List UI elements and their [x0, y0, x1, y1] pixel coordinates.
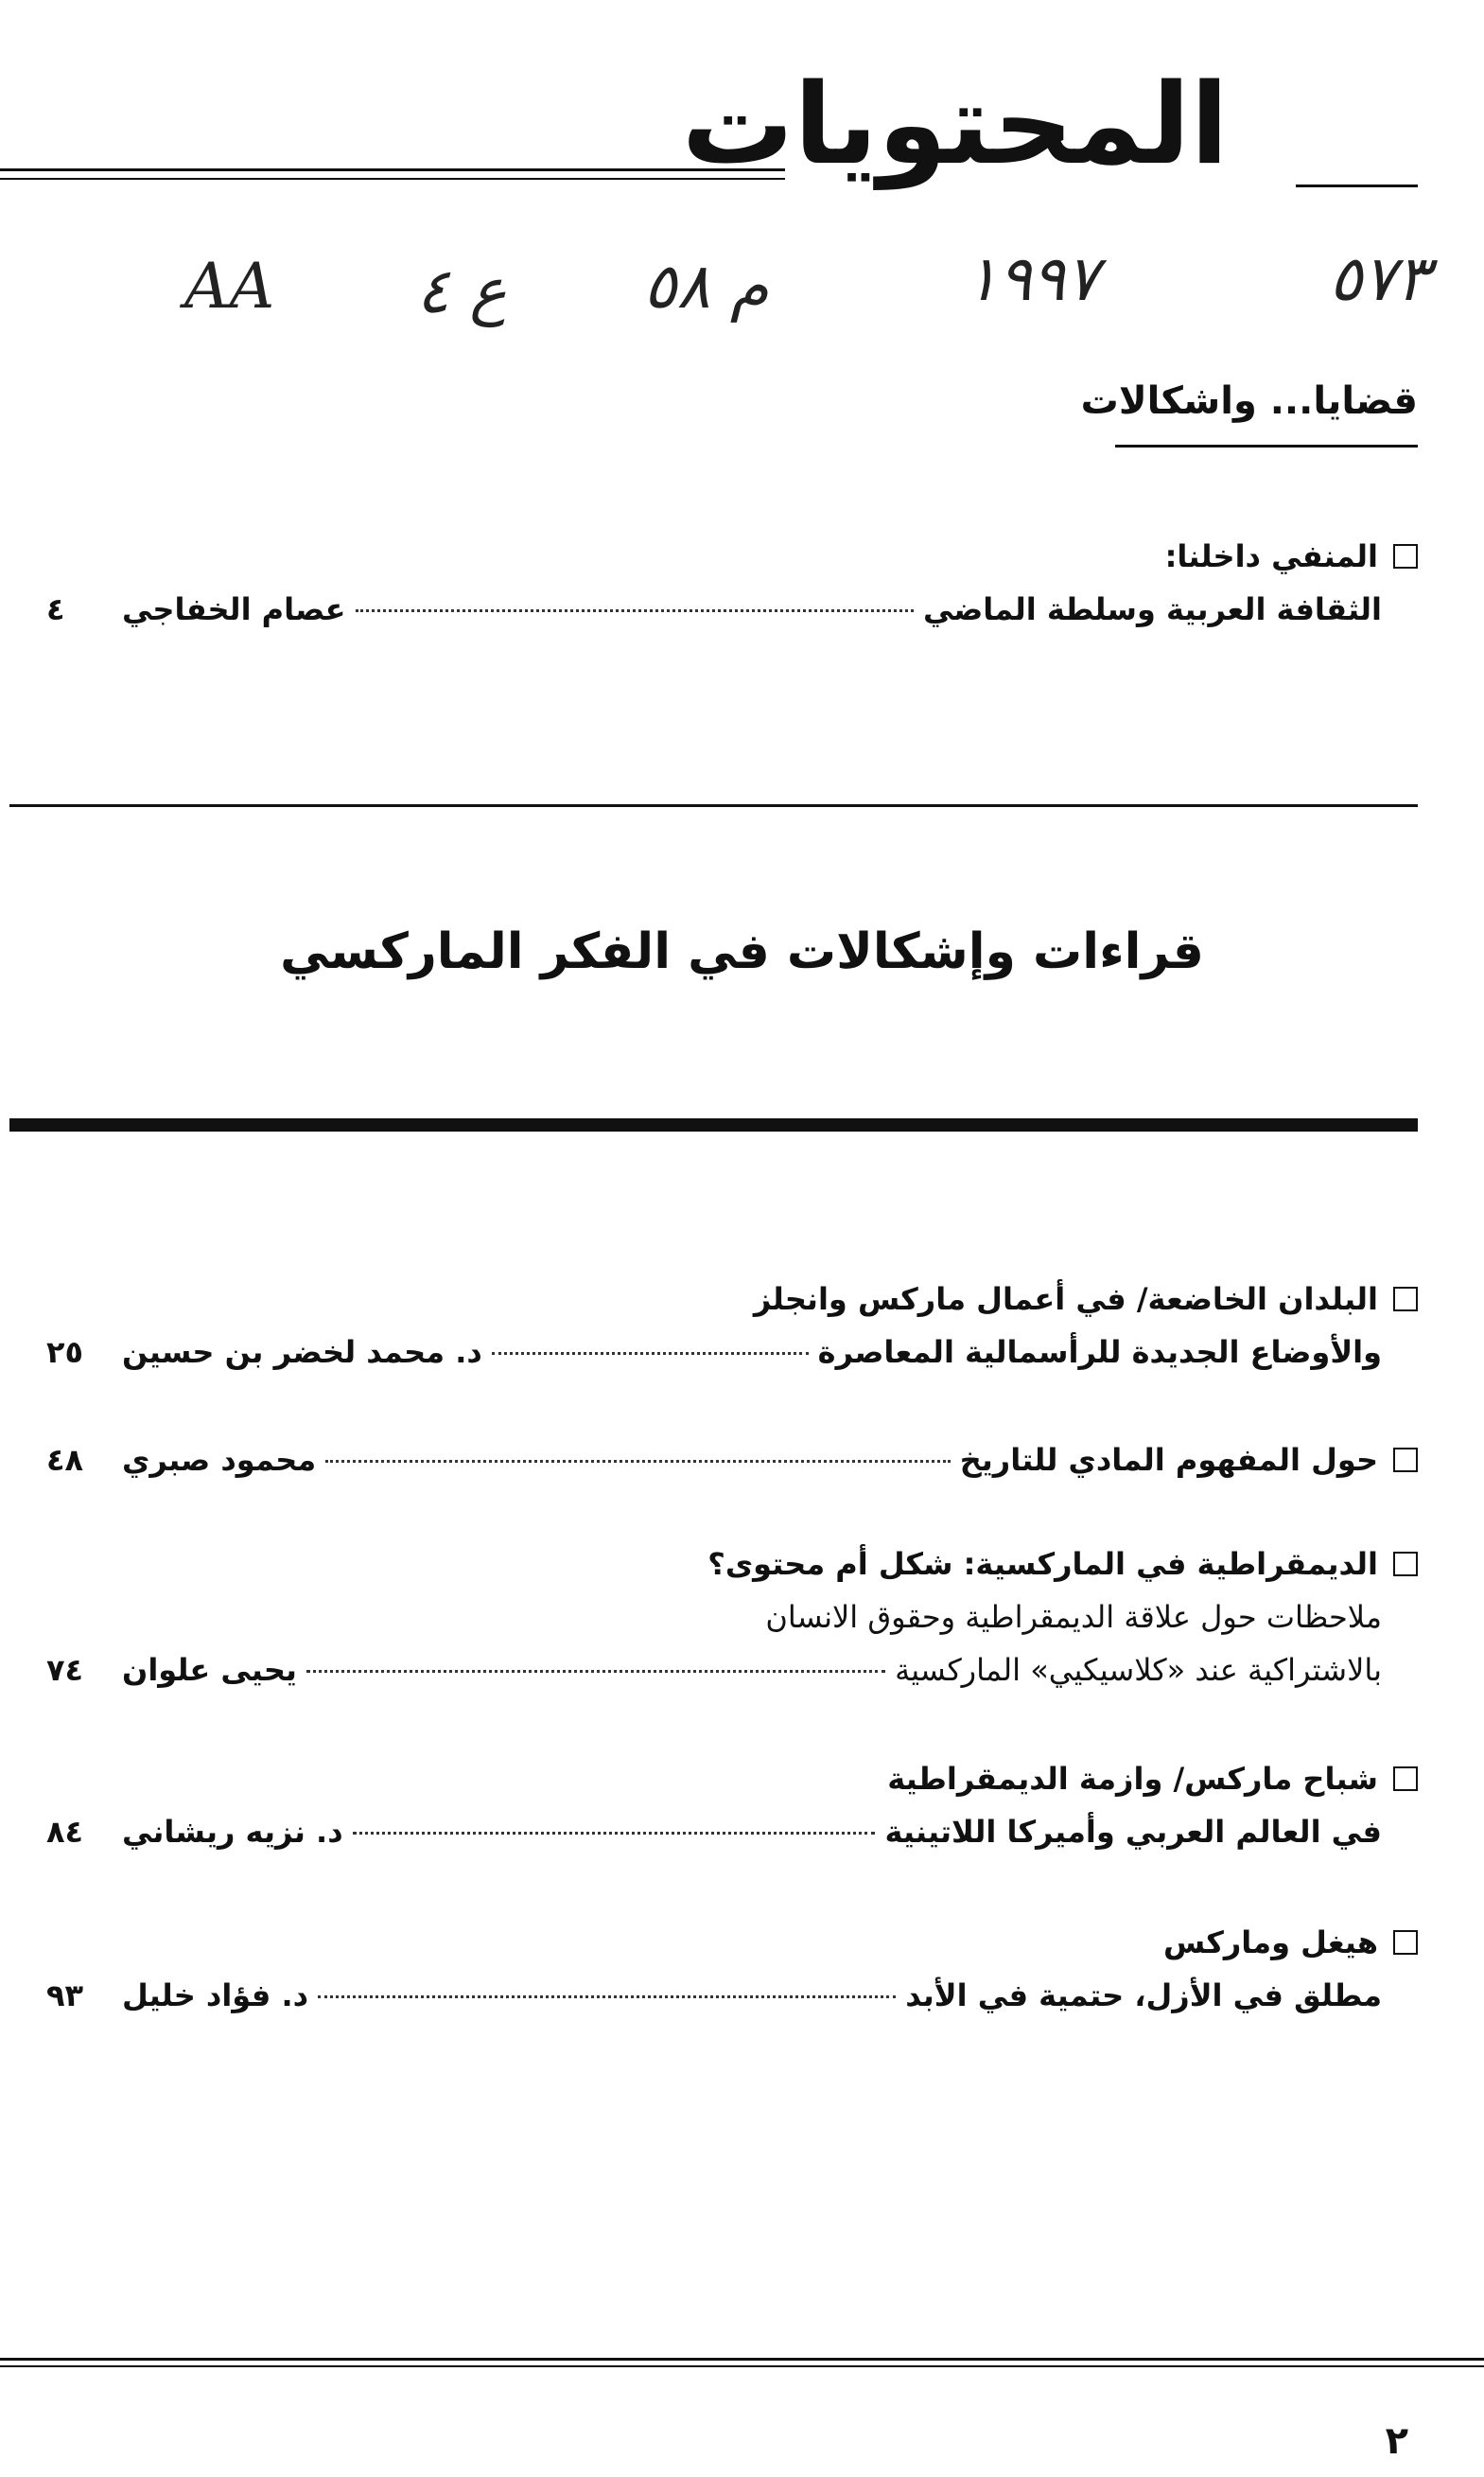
toc-entry — [46, 1537, 1418, 1696]
section-heading: قراءات وإشكالات في الفكر الماركسي — [280, 923, 1204, 980]
leader-dots — [306, 1670, 885, 1673]
entry-author: محمود صبري — [122, 1442, 317, 1478]
entry-author: د. فؤاد خليل — [122, 1977, 309, 2013]
handwritten-mark-4: ١٩٩٧ — [965, 242, 1099, 315]
entry-subtitle: في العالم العربي وأميركا اللاتينية — [884, 1814, 1382, 1850]
toc-entry — [46, 1752, 1418, 1858]
checkbox-icon — [1393, 1448, 1418, 1472]
footer-rule — [0, 2358, 1484, 2361]
handwritten-mark-3: م ٥٨ — [643, 250, 769, 323]
footer-rule-inner — [0, 2365, 1484, 2367]
handwritten-mark-5: ٥٧٣ — [1329, 242, 1430, 315]
toc-entry — [46, 1916, 1418, 2022]
entry-title: حول المفهوم المادي للتاريخ — [959, 1442, 1378, 1478]
entry-title: هيغل وماركس — [1163, 1924, 1378, 1960]
checkbox-icon — [1393, 1552, 1418, 1576]
entry-page: ٩٣ — [46, 1977, 84, 2013]
leader-dots — [492, 1352, 809, 1355]
section-label: قضايا... واشكالات — [1080, 379, 1418, 423]
toc-entry — [46, 1273, 1418, 1379]
entry-subtitle: ملاحظات حول علاقة الديمقراطية وحقوق الانسان — [765, 1599, 1382, 1635]
entry-author: يحيى علوان — [122, 1652, 297, 1688]
section-divider — [9, 804, 1418, 807]
toc-entry — [46, 530, 1418, 636]
toc-entry — [46, 1433, 1418, 1486]
checkbox-icon — [1393, 1766, 1418, 1791]
leader-dots — [356, 609, 914, 612]
entry-subtitle: مطلق في الأزل، حتمية في الأبد — [905, 1977, 1382, 2013]
section-label-underline — [1115, 445, 1418, 448]
entry-page: ٧٤ — [46, 1652, 84, 1688]
checkbox-icon — [1393, 1930, 1418, 1955]
checkbox-icon — [1393, 1287, 1418, 1311]
title-right-rule — [1296, 184, 1418, 187]
entry-author: عصام الخفاجي — [122, 591, 346, 627]
entry-title: المنفي داخلنا: — [1164, 538, 1378, 574]
title-left-rule-inner — [0, 178, 785, 180]
leader-dots — [353, 1832, 876, 1835]
page-title: المحتويات — [681, 59, 1229, 189]
entry-title: شباح ماركس/ وازمة الديمقراطية — [887, 1761, 1378, 1797]
checkbox-icon — [1393, 544, 1418, 569]
entry-page: ٤٨ — [46, 1442, 84, 1478]
title-left-rule — [0, 168, 785, 171]
leader-dots — [318, 1995, 896, 1998]
entry-author: د. نزيه ريشاني — [122, 1814, 343, 1850]
leader-dots — [325, 1460, 951, 1463]
page-number: ٢ — [1385, 2419, 1408, 2463]
entry-subtitle: والأوضاع الجديدة للرأسمالية المعاصرة — [817, 1334, 1382, 1370]
handwritten-mark-2: ع ٤ — [416, 255, 507, 327]
handwritten-mark-1: AA — [184, 250, 275, 323]
entry-title: البلدان الخاضعة/ في أعمال ماركس وانجلز — [753, 1281, 1378, 1317]
entry-page: ٢٥ — [46, 1334, 84, 1370]
entry-title: الديمقراطية في الماركسية: شكل أم محتوى؟ — [707, 1546, 1378, 1582]
entry-subtitle: بالاشتراكية عند «كلاسيكيي» الماركسية — [895, 1652, 1382, 1688]
section-divider-thick — [9, 1118, 1418, 1132]
entry-author: د. محمد لخضر بن حسين — [122, 1334, 482, 1370]
entry-subtitle: الثقافة العربية وسلطة الماضي — [922, 591, 1382, 627]
entry-page: ٨٤ — [46, 1814, 84, 1850]
entry-page: ٤ — [46, 591, 65, 627]
